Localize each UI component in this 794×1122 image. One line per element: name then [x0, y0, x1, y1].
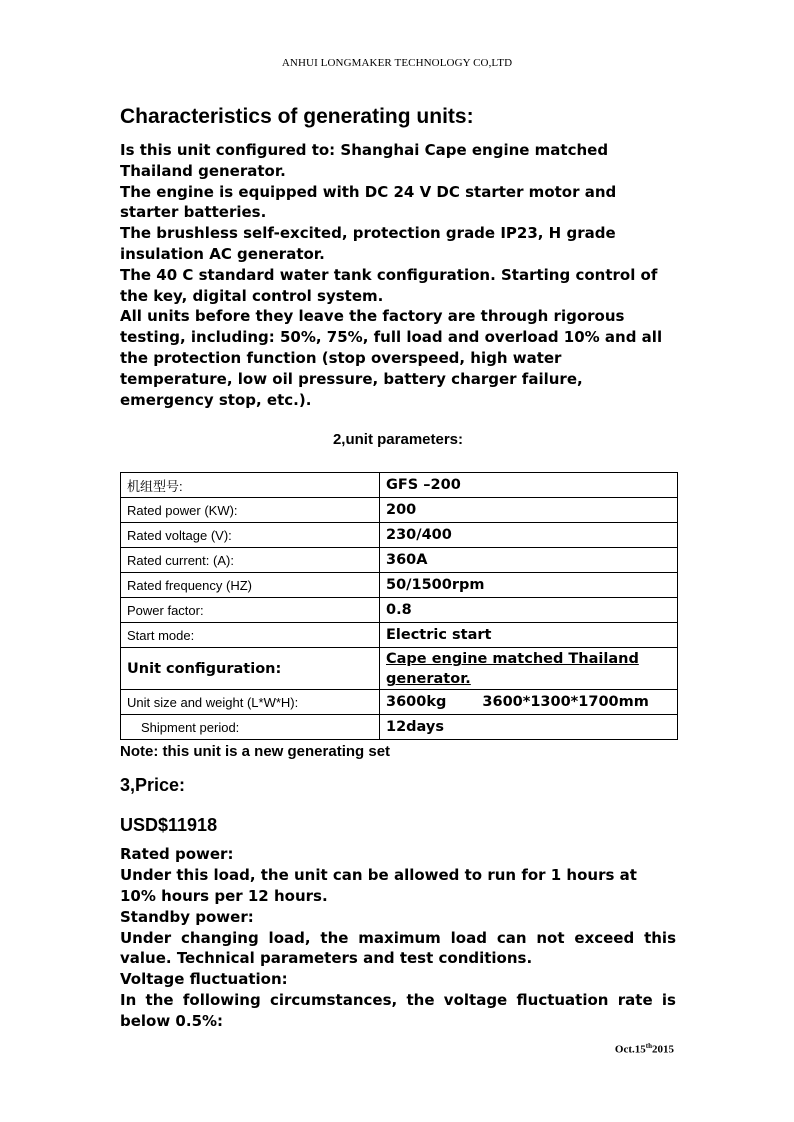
param-label: Unit size and weight (L*W*H):	[121, 690, 380, 715]
param-value: GFS –200	[380, 473, 678, 498]
notes-line: Standby power:	[120, 907, 254, 926]
table-row	[121, 623, 678, 648]
table-row	[121, 548, 678, 573]
notes-line: Under this load, the unit can be allowed to run for 1 hours at 10% hours per 12 hours.	[120, 866, 637, 905]
param-label: Start mode:	[121, 623, 380, 648]
table-row	[121, 690, 678, 715]
param-value: 12days	[380, 715, 678, 740]
param-label: 机组型号:	[121, 473, 380, 498]
date-year: 2015	[652, 1043, 674, 1056]
table-row	[121, 498, 678, 523]
notes-line: Under changing load, the maximum load can not exceed this value. Technical parameters and test conditions.	[120, 928, 676, 968]
table-row	[121, 598, 678, 623]
table-row	[121, 715, 678, 740]
param-value: 200	[380, 498, 678, 523]
notes-line: In the following circumstances, the voltage fluctuation rate is below 0.5%:	[120, 990, 676, 1030]
param-label: Rated voltage (V):	[121, 523, 380, 548]
unit-size-value: 3600*1300*1700mm	[482, 694, 649, 711]
date-prefix: Oct.15	[614, 1043, 646, 1056]
param-label: Rated power (KW):	[121, 498, 380, 523]
document-body	[120, 102, 676, 1032]
date-suffix: th	[645, 1042, 652, 1050]
param-label: Unit configuration:	[121, 648, 380, 690]
power-notes	[120, 844, 676, 1031]
section1-paragraph: All units before they leave the factory are through rigorous testing, including: 50%, 75%, full load and overload 10% and all the protection function (stop overspeed, high water temperature, low oil pressure, battery charger failure, emergency stop, etc.).	[120, 307, 663, 409]
param-label: Rated current: (A):	[121, 548, 380, 573]
section3-title: 3,Price:	[120, 775, 186, 796]
param-value: 0.8	[380, 598, 678, 623]
unit-weight-value: 3600kg	[386, 694, 447, 711]
table-row	[121, 648, 678, 690]
section1-paragraph: The engine is equipped with DC 24 V DC starter motor and starter batteries.	[120, 182, 617, 222]
table-row	[121, 473, 678, 498]
param-value	[380, 648, 678, 690]
param-label: Shipment period:	[121, 715, 380, 740]
section1-paragraph: The 40 C standard water tank configuration. Starting control of the key, digital control system.	[120, 265, 658, 305]
param-value: Electric start	[380, 623, 678, 648]
param-label: Power factor:	[121, 598, 380, 623]
unit-configuration-value: Cape engine matched Thailand generator.	[386, 651, 639, 688]
section1-paragraph: The brushless self-excited, protection grade IP23, H grade insulation AC generator.	[120, 224, 616, 263]
param-value: 50/1500rpm	[380, 573, 678, 598]
table-row	[121, 573, 678, 598]
unit-note: Note: this unit is a new generating set	[120, 743, 391, 761]
section2-title: 2,unit parameters:	[332, 431, 464, 449]
table-row	[121, 523, 678, 548]
document-header: ANHUI LONGMAKER TECHNOLOGY CO,LTD	[281, 57, 513, 69]
unit-parameters-table	[120, 472, 678, 740]
notes-line: Rated power:	[120, 845, 234, 864]
price-value: USD$11918	[120, 815, 218, 836]
section1-paragraph: Is this unit configured to: Shanghai Cape engine matched Thailand generator.	[120, 141, 609, 180]
param-value	[380, 690, 678, 715]
param-value: 360A	[380, 548, 678, 573]
document-date	[615, 1042, 674, 1056]
param-value: 230/400	[380, 523, 678, 548]
param-label: Rated frequency (HZ)	[121, 573, 380, 598]
notes-line: Voltage fluctuation:	[120, 970, 288, 989]
section1-title: Characteristics of generating units:	[120, 105, 474, 128]
